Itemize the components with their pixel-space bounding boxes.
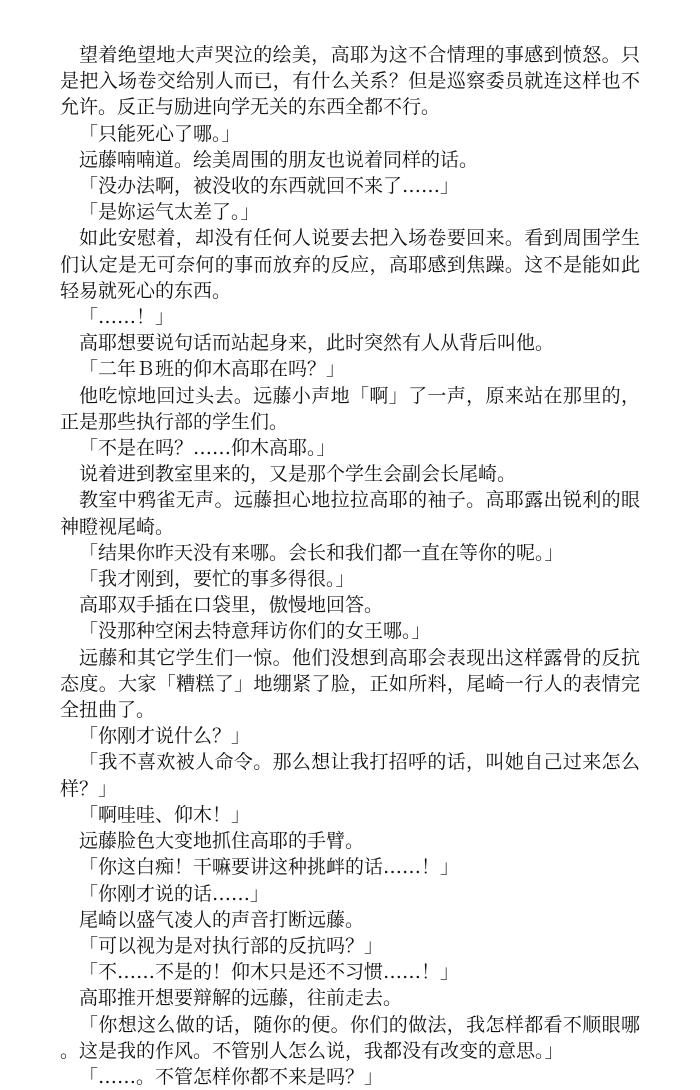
- paragraph: 「结果你昨天没有来哪。会长和我们都一直在等你的呢。」: [79, 541, 564, 564]
- paragraph: 如此安慰着，却没有任何人说要去把入场卷要回来。看到周围学生们认定是无可奈何的事而放弃的反应，高耶感到焦躁。这不是能如此轻易就死心的东西。: [60, 227, 640, 302]
- paragraph: 高耶推开想要辩解的远藤，往前走去。: [79, 987, 403, 1010]
- paragraph: 「我不喜欢被人命令。那么想让我打招呼的话，叫她自己过来怎么样？」: [60, 751, 640, 800]
- paragraph: 「不……不是的！仰木只是还不习惯……！」: [79, 961, 460, 984]
- paragraph: 「你刚才说的话……」: [79, 882, 270, 905]
- paragraph: 「我才刚到，要忙的事多得很。」: [79, 568, 355, 591]
- paragraph: 远藤喃喃道。绘美周围的朋友也说着同样的话。: [79, 148, 479, 171]
- paragraph: 教室中鸦雀无声。远藤担心地拉拉高耶的袖子。高耶露出锐利的眼神瞪视尾崎。: [60, 489, 640, 538]
- paragraph: 「二年Ｂ班的仰木高耶在吗？」: [79, 358, 346, 381]
- paragraph: 「……。不管怎样你都不来是吗？」: [79, 1065, 384, 1088]
- paragraph: 他吃惊地回过头去。远藤小声地「啊」了一声，原来站在那里的，正是那些执行部的学生们。: [60, 384, 640, 433]
- paragraph: 望着绝望地大声哭泣的绘美，高耶为这不合情理的事感到愤怒。只是把入场卷交给别人而已，有什么关系？但是巡察委员就连这样也不允许。反正与励进向学无关的东西全都不行。: [60, 44, 640, 119]
- paragraph: 「你这白痴！干嘛要讲这种挑衅的话……！」: [79, 856, 460, 879]
- paragraph: 「啊哇哇、仰木！」: [79, 803, 251, 826]
- paragraph: 远藤和其它学生们一惊。他们没想到高耶会表现出这样露骨的反抗态度。大家「糟糕了」地绷紧了脸，正如所料，尾崎一行人的表情完全扭曲了。: [60, 646, 640, 722]
- paragraph: 「只能死心了哪。」: [79, 122, 241, 145]
- paragraph: 说着进到教室里来的，又是那个学生会副会长尾崎。: [79, 463, 517, 486]
- paragraph: 高耶想要说句话而站起身来，此时突然有人从背后叫他。: [79, 332, 555, 355]
- paragraph: 「可以视为是对执行部的反抗吗？」: [79, 934, 384, 957]
- paragraph: 尾崎以盛气凌人的声音打断远藤。: [79, 908, 365, 931]
- paragraph: 「不是在吗？……仰木高耶。」: [79, 437, 336, 460]
- paragraph: 「没那种空闲去特意拜访你们的女王哪。」: [79, 620, 431, 643]
- paragraph: 「你想这么做的话，随你的便。你们的做法，我怎样都看不顺眼哪。这是我的作风。不管别人怎么说，我都没有改变的意思。」: [60, 1013, 640, 1062]
- document-page: [60, 42, 640, 1090]
- paragraph: 「没办法啊，被没收的东西就回不来了……」: [79, 175, 460, 198]
- paragraph: 远藤脸色大变地抓住高耶的手臂。: [79, 830, 365, 853]
- paragraph: 高耶双手插在口袋里，傲慢地回答。: [79, 594, 384, 617]
- paragraph: 「你刚才说什么？」: [79, 725, 251, 748]
- paragraph: 「……！」: [79, 306, 175, 329]
- paragraph: 「是妳运气太差了。」: [79, 201, 260, 224]
